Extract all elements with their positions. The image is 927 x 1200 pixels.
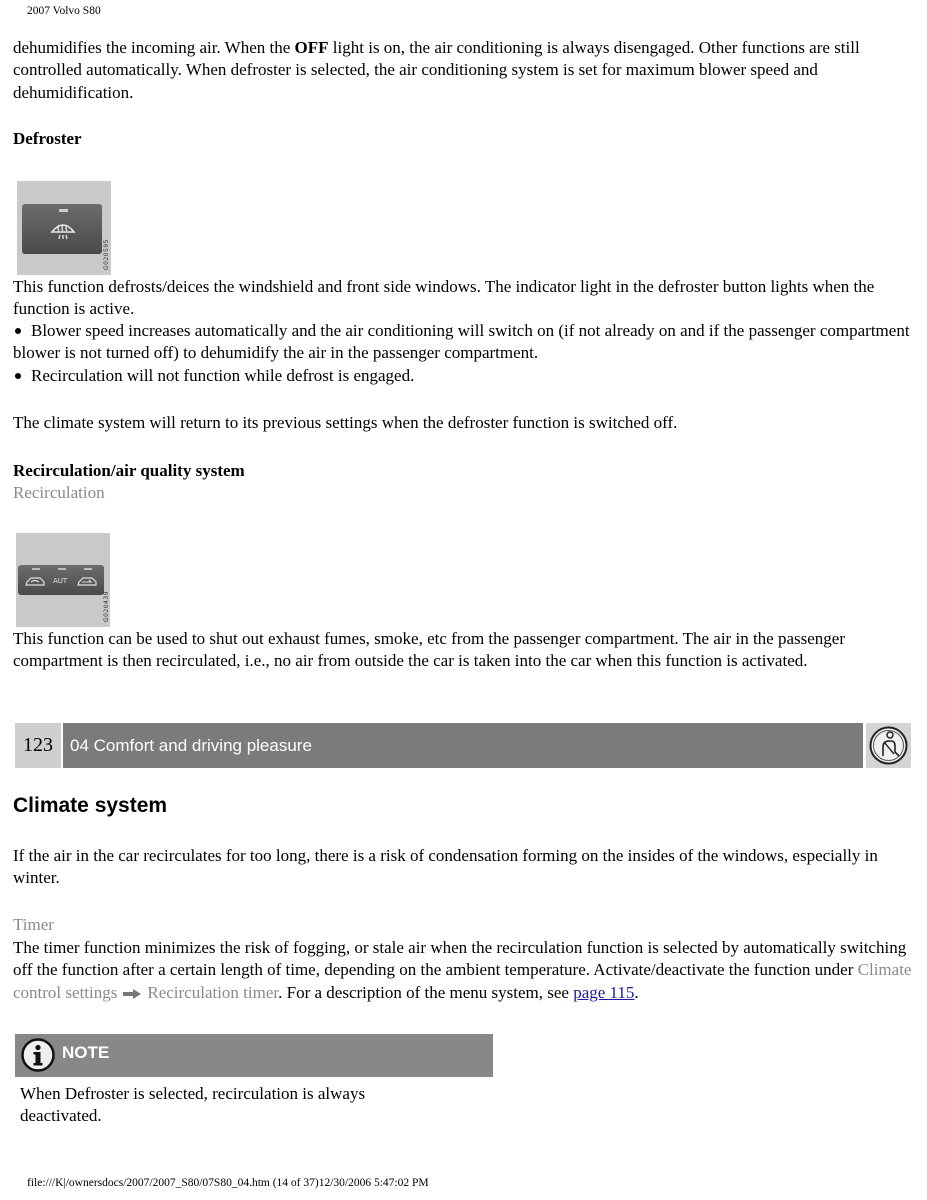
- info-icon: [21, 1038, 55, 1077]
- recirculation-button-image: [16, 533, 110, 627]
- divider: [61, 723, 63, 768]
- document-footer: file:///K|/ownersdocs/2007/2007_S80/07S80_04.htm (14 of 37)12/30/2006 5:47:02 PM: [27, 1177, 429, 1189]
- arrow-right-icon: [117, 983, 147, 1002]
- timer-heading: Timer: [13, 915, 54, 934]
- indicator-light: [32, 568, 40, 570]
- recirculation-body: This function can be used to shut out exhaust fumes, smoke, etc from the passenger compartment. The air in the passenger compartment is then recirculated, i.e., no air from outside the car is taken into the car when this function is activated.: [13, 629, 845, 671]
- recirculation-image-code: G020439: [103, 591, 110, 623]
- bullet: [15, 328, 21, 334]
- fresh-air-car-icon: [76, 575, 98, 589]
- bullet: [15, 373, 21, 379]
- aut-label: AUT: [53, 577, 68, 585]
- note-label: NOTE: [62, 1043, 110, 1062]
- defroster-body: This function defrosts/deices the windshield and front side windows. The indicator light in the defroster button lights when the function is active.: [13, 277, 875, 319]
- page-number: 123: [15, 723, 61, 768]
- chapter-bar: [15, 723, 911, 768]
- defroster-closing: The climate system will return to its previous settings when the defroster function is switched off.: [13, 413, 678, 432]
- recirculation-subheading: Recirculation: [13, 483, 105, 502]
- menu-path-recirculation-timer: Recirculation timer: [147, 982, 279, 1002]
- intro-paragraph: dehumidifies the incoming air. When the OFF light is on, the air conditioning is always disengaged. Other functions are still controlled automatically. When defroster is selected, the air conditioning system is set for maximum blower speed and dehumidification.: [13, 38, 860, 102]
- defroster-heading: Defroster: [13, 129, 82, 148]
- note-text: When Defroster is selected, recirculation is always deactivated.: [20, 1084, 366, 1126]
- defroster-button-face: [22, 204, 102, 254]
- note-bar: [15, 1034, 493, 1077]
- defroster-image-code: G020595: [103, 239, 110, 271]
- climate-body: If the air in the car recirculates for too long, there is a risk of condensation forming on the insides of the windows, especially in winter.: [13, 846, 878, 888]
- off-label: OFF: [294, 38, 329, 57]
- defroster-button-image: [17, 181, 111, 275]
- defroster-icon: [50, 220, 76, 242]
- document-header: 2007 Volvo S80: [27, 5, 101, 17]
- recirculation-car-icon: [24, 575, 46, 589]
- page-link[interactable]: page 115: [573, 982, 635, 1002]
- recirculation-heading: Recirculation/air quality system: [13, 461, 245, 480]
- recirculation-button-face: [18, 565, 104, 595]
- list-item: Blower speed increases automatically and the air conditioning will switch on (if not already on and if the passenger compartment blower is not turned off) to dehumidify the air in the passenger compartment.: [13, 321, 910, 363]
- chapter-title: 04 Comfort and driving pleasure: [70, 736, 312, 755]
- seat-belt-icon: [866, 723, 911, 768]
- indicator-light: [84, 568, 92, 570]
- indicator-light: [59, 209, 68, 212]
- list-item: Recirculation will not function while defrost is engaged.: [13, 365, 913, 387]
- indicator-light: [58, 568, 66, 570]
- page-title: Climate system: [13, 794, 168, 817]
- timer-body: The timer function minimizes the risk of fogging, or stale air when the recirculation function is selected by automatically switching off the function after a certain length of time, depending on the ambient temperature. Activate/deactivate the function under Climate control settings Recirculation timer. For a description of the menu system, see page 115.: [13, 938, 912, 1002]
- menu-path-climate-control-settings: Climate control settings: [13, 960, 912, 1002]
